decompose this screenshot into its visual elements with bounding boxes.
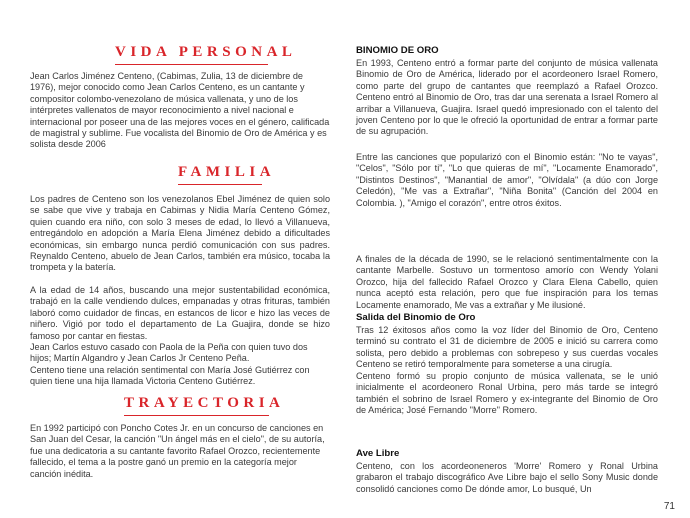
section-title-familia: FAMILIA xyxy=(178,164,276,180)
paragraph: Jean Carlos Jiménez Centeno, (Cabimas, Zulia, 13 de diciembre de 1976), mejor conocido como Jean Carlos Centeno, es un cantante y compositor colombo-venezolano de música vallenata, y uno de los intérpretes vallenatos de mayor reconocimiento a nivel nacional e internacional por poseer una de las mejores voces en el género, calificada de magistral y sublime. Fue vocalista del Binomio de Oro de América y es solista desde 2006 xyxy=(30,71,330,150)
title-underline xyxy=(115,64,268,65)
paragraph: En 1992 participó con Poncho Cotes Jr. en un concurso de canciones en San Juan del Cesar, la canción "Un ángel más en el cielo", de su autoría, fue una dedicatoria a su cantante favorito Rafael Orozco, recientemente fallecido, el tema a la postre ganó un premio en la categoría mejor canción inédita. xyxy=(30,423,325,479)
paragraph: Centeno tiene una relación sentimental con María José Gutiérrez con quien tiene una hija llamada Victoria Centeno Gutiérrez. xyxy=(30,365,310,387)
paragraph: Entre las canciones que popularizó con el Binomio están: "No te vayas", "Celos", "Sólo por ti", "Lo que quieras de mí", "Locamente Enamorado", "Distintos Destinos", "Manantial de amor", "Olvídala" (a dúo con Jorge Celedón), "Me vas a Extrañar", "Niña Bonita" (Canción del 2004 en Colombia. ), "Amigo el corazón", entre otros éxitos. xyxy=(356,152,658,208)
paragraph: Centeno, con los acordeoneneros 'Morre' Romero y Ronal Urbina grabaron el trabajo discográfico Ave Libre bajo el sello Sony Music donde consolidó canciones como De dónde amor, Lo busqué, Un xyxy=(356,461,658,494)
subheading-ave-libre: Ave Libre xyxy=(356,448,400,459)
paragraph: En 1993, Centeno entró a formar parte del conjunto de música vallenata Binomio de Oro de América, liderado por el acordeonero Israel Romero, como parte del grupo de cantantes que reemplazó a Rafael Orozco. Centeno entró al Binomio de Oro, tras dar una serenata a Israel Romero al arribar a Villanueva, Guajira. Israel quedó impresionado con el talento del joven Centeno por lo que le ofreció la oportunidad de entrar a formar parte de su agrupación. xyxy=(356,58,658,137)
paragraph: A finales de la década de 1990, se le relacionó sentimentalmente con la cantante Marbelle. Sostuvo un tormentoso amorío con Wendy Yolani Orozco, hija del fallecido Rafael Orozco y Clara Elena Cabello, quien nunca aceptó esta relación, pero que fue inspiración para los temas Locamente enamorado, Me vas a extrañar y Me ilusioné. xyxy=(356,254,658,310)
subheading-salida-binomio: Salida del Binomio de Oro xyxy=(356,312,476,323)
section-title-vida-personal: VIDA PERSONAL xyxy=(115,44,297,60)
title-underline xyxy=(178,184,262,185)
paragraph: Los padres de Centeno son los venezolanos Ebel Jiménez de quien solo se sabe que vive y trabaja en Cabimas y Nidia María Centeno Gómez, quien cuando era niño, con solo 3 meses de edad, lo llevó a Villanueva, entregándolo en adopción a María Elena Jiménez debido a dificultades económicas, sin embargo nunca perdió comunicación con sus padres. Reynaldo Centeno, abuelo de Jean Carlos, también era músico, tocaba la trompeta y la batería. xyxy=(30,194,330,273)
paragraph: Jean Carlos estuvo casado con Paola de la Peña con quien tuvo dos hijos; Martín Algandro y Jean Carlos Jr Centeno Peña. xyxy=(30,342,308,364)
paragraph: Centeno formó su propio conjunto de música vallenata, se le unió inicialmente el acordeonero Ronal Urbina, pero más tarde se integró también el sobrino de Israel Romero y ex-integrante del Binomio de Oro de América; José Fernando "Morre" Romero. xyxy=(356,371,658,416)
paragraph: A la edad de 14 años, buscando una mejor sustentabilidad económica, trabajó en la calle vendiendo dulces, empanadas y otras frituras, también laboró como cuidador de fincas, en estancos de licor e hizo las veces de niñero. Vigió por todo el departamento de La Guajira, donde se hizo famoso por cantar en fiestas. xyxy=(30,285,330,341)
section-title-trayectoria: TRAYECTORIA xyxy=(124,395,285,411)
page-number: 71 xyxy=(663,501,675,512)
title-underline xyxy=(124,415,269,416)
paragraph: Tras 12 éxitosos años como la voz líder del Binomio de Oro, Centeno terminó su contrato el 31 de diciembre de 2005 e inició su carrera como solista, pero debido a problemas con sobrepeso y sus cuerdas vocales Centeno se retiró temporalmente para someterse a una cirugía. xyxy=(356,325,658,370)
subheading-binomio-de-oro: BINOMIO DE ORO xyxy=(356,45,439,56)
